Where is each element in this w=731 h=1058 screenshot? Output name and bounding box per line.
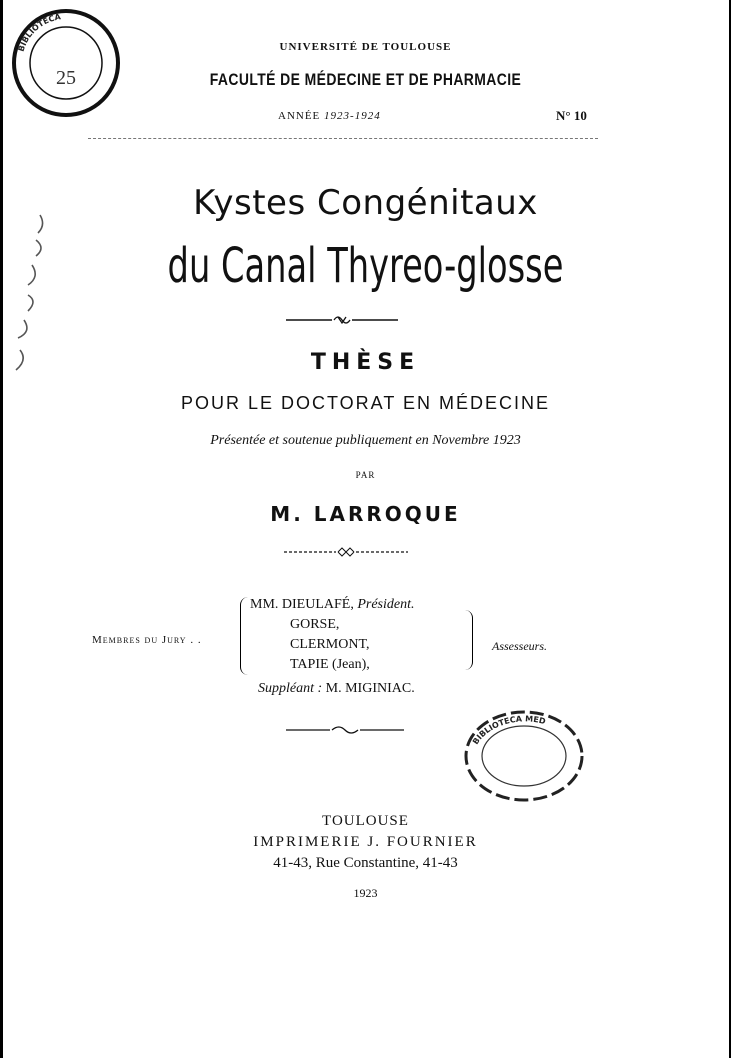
imprint-year: 1923 — [353, 886, 378, 900]
jury-member: CLERMONT, — [290, 637, 370, 652]
president-role: Président. — [357, 597, 415, 612]
title-line-1: Kystes Congénitaux — [193, 183, 538, 223]
annee-label: ANNÉE — [278, 110, 321, 122]
suppleant-name: M. MIGINIAC. — [325, 681, 415, 696]
library-stamp-top-left — [6, 4, 126, 122]
doctorate-subheading: POUR LE DOCTORAT EN MÉDECINE — [180, 393, 551, 413]
author-name: M. LARROQUE — [270, 502, 461, 526]
title-line-2: du Canal Thyreo-glosse — [167, 238, 564, 294]
jury-member: TAPIE (Jean), — [290, 657, 370, 672]
suppleant-line — [258, 681, 415, 697]
title-ornament — [286, 314, 398, 326]
svg-text:BIBLIOTECA: BIBLIOTECA — [16, 12, 62, 53]
jury-label: Membres du Jury . . — [92, 634, 202, 646]
assesseurs-label: Assesseurs. — [492, 639, 548, 653]
imprint-printer: IMPRIMERIE J. FOURNIER — [253, 834, 478, 850]
these-heading: THÈSE — [310, 350, 421, 375]
academic-year — [278, 110, 381, 122]
suppleant-label: Suppléant : — [258, 681, 323, 696]
faculty-name: FACULTÉ DE MÉDECINE ET DE PHARMACIE — [209, 70, 522, 89]
imprint-city: TOULOUSE — [322, 813, 409, 829]
presentation-note: Présentée et soutenue publiquement en Novembre 1923 — [210, 433, 521, 448]
university-name: UNIVERSITÉ DE TOULOUSE — [279, 41, 452, 53]
author-ornament — [284, 547, 408, 557]
jury-brace-right — [462, 610, 473, 670]
jury-president — [250, 597, 415, 613]
stamp-number: 25 — [56, 67, 76, 89]
svg-text:BIBLIOTECA MED: BIBLIOTECA MED — [470, 714, 547, 747]
library-stamp-bottom-right — [452, 700, 592, 810]
jury-member: GORSE, — [290, 617, 340, 632]
president-name: MM. DIEULAFÉ, — [250, 597, 354, 612]
imprint-address: 41-43, Rue Constantine, 41-43 — [273, 855, 458, 871]
header-divider — [88, 138, 598, 139]
par-label: PAR — [355, 470, 376, 480]
thesis-number: N° 10 — [556, 108, 587, 123]
annee-year: 1923-1924 — [324, 110, 381, 122]
jury-ornament — [286, 725, 404, 735]
